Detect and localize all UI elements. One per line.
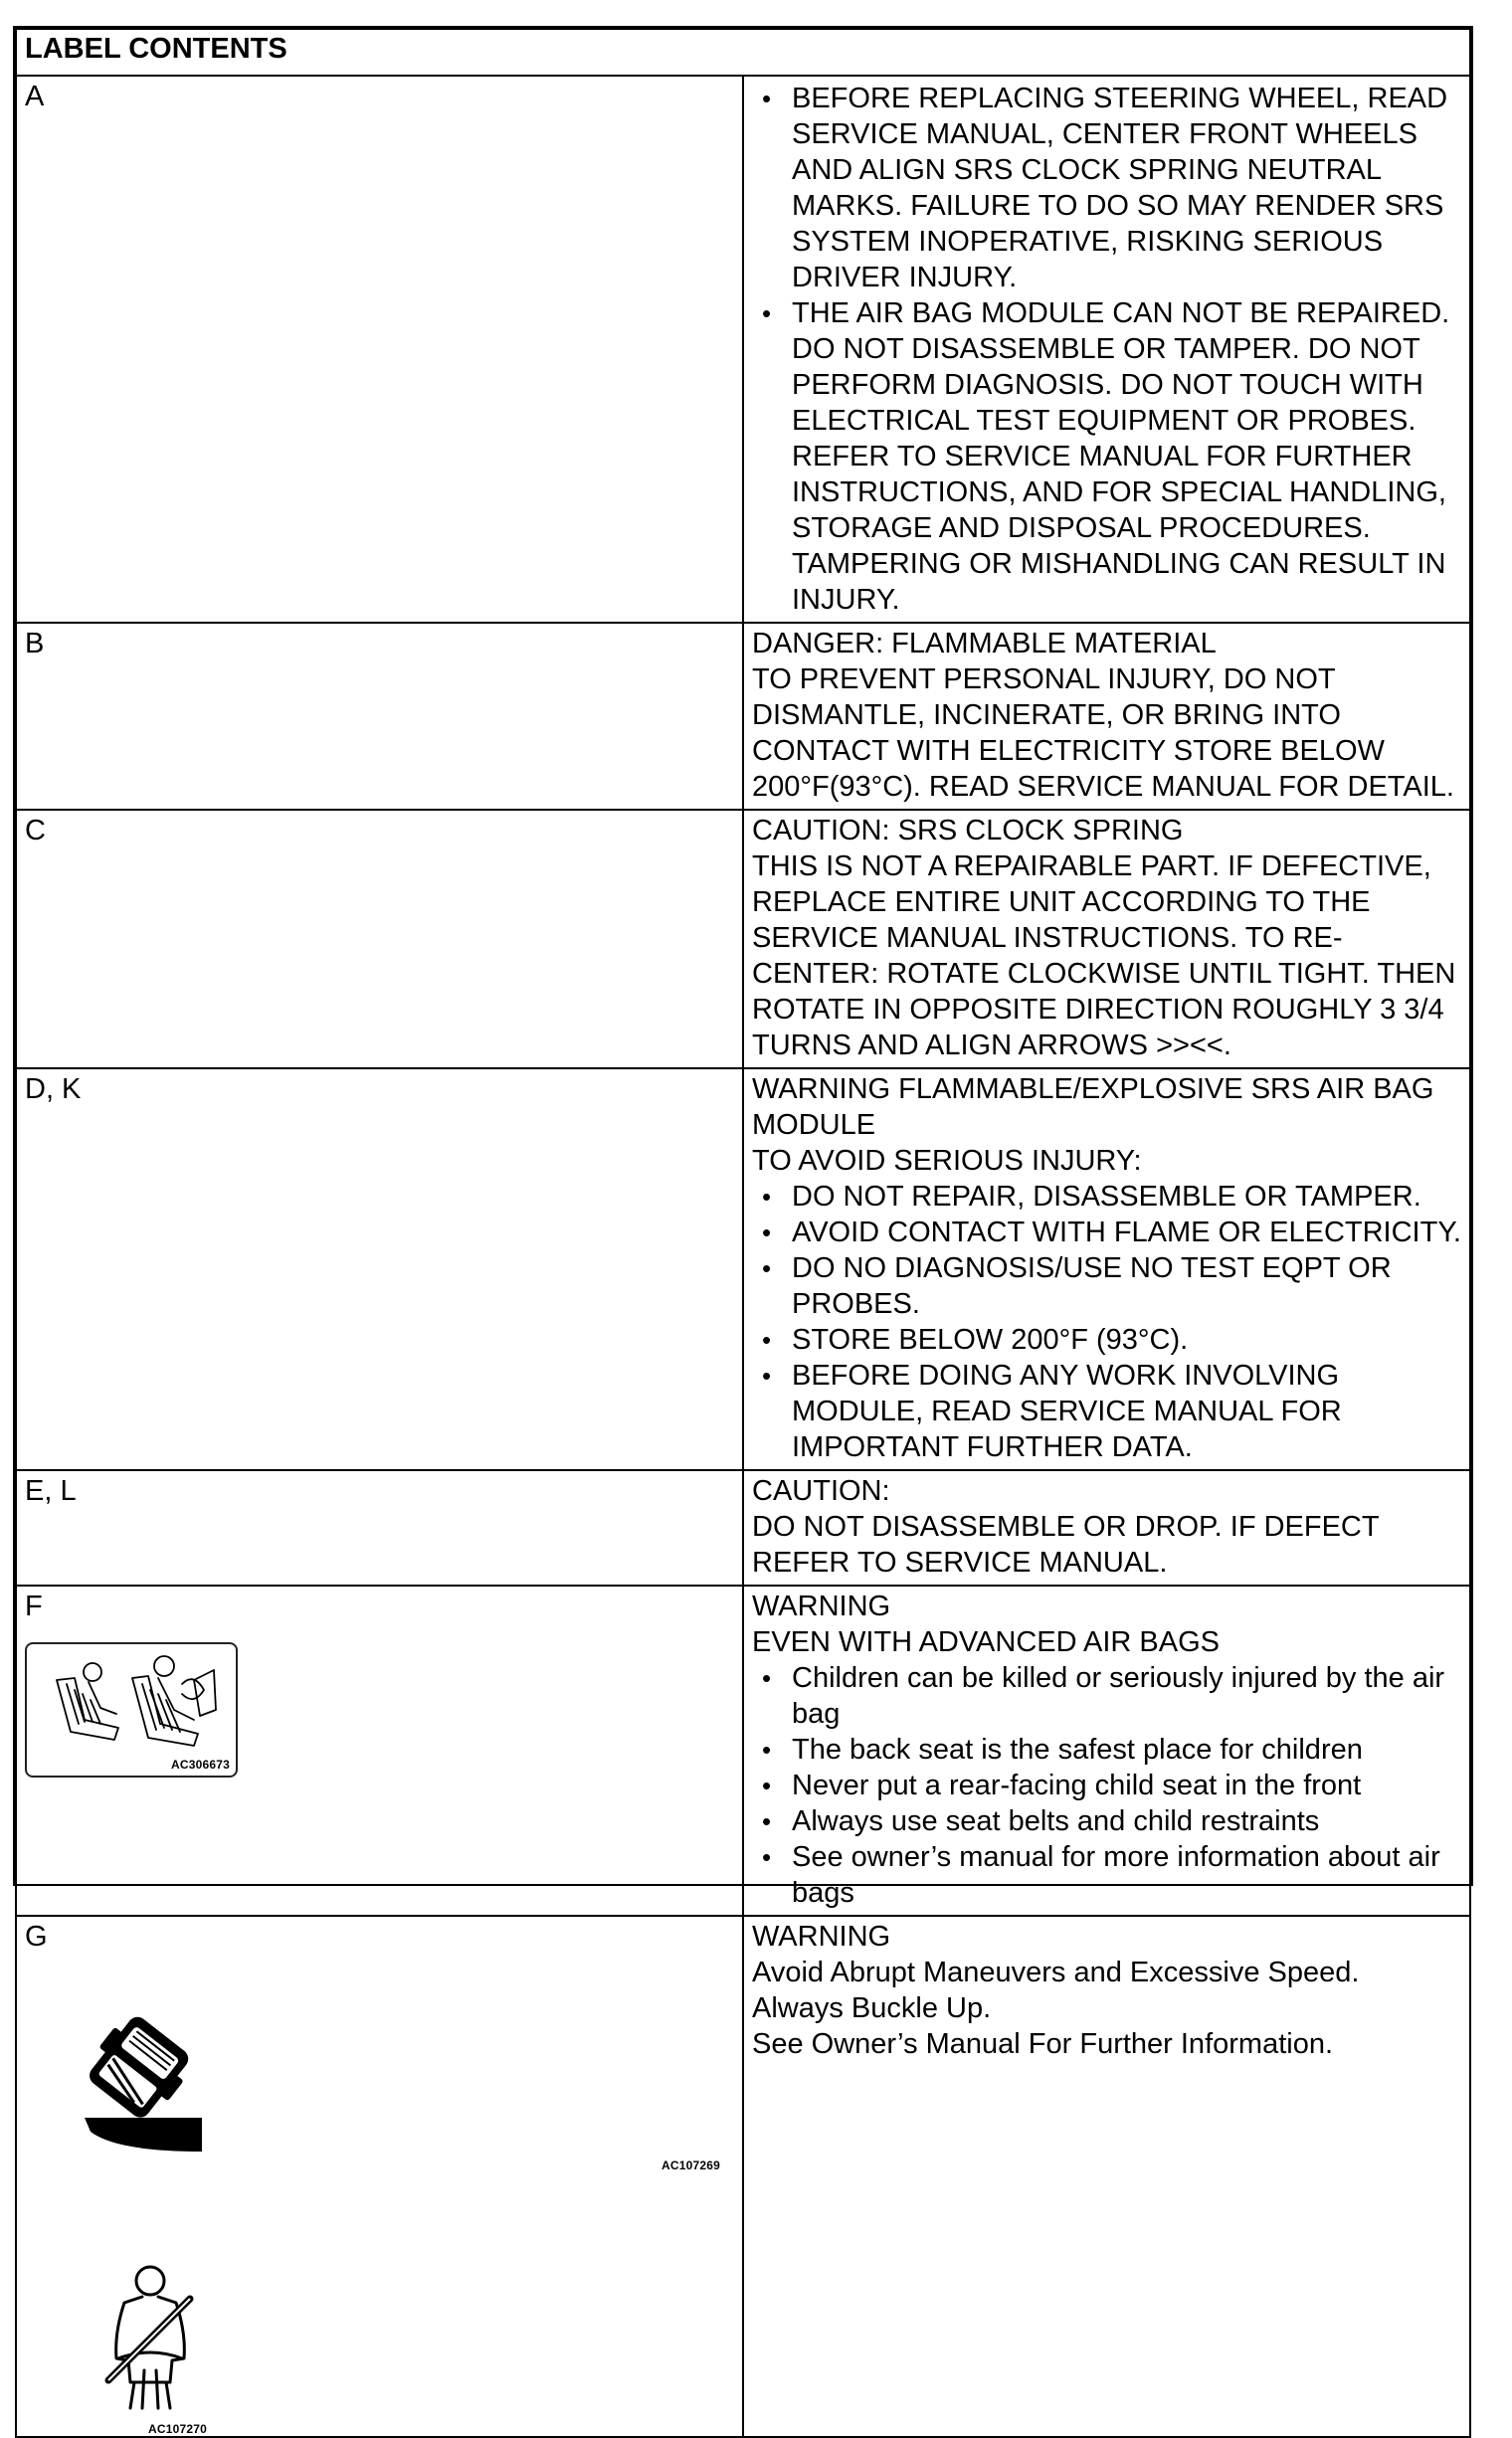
row-contents xyxy=(743,810,1470,1068)
list-item: • See owner’s manual for more information about air bags xyxy=(792,1839,1461,1911)
table-row-g xyxy=(16,1916,1470,2437)
label-heading: CAUTION: SRS CLOCK SPRING xyxy=(752,815,1184,846)
image-caption: AC107270 xyxy=(148,2422,207,2436)
label-heading: CAUTION: xyxy=(752,1475,890,1507)
table-header-row xyxy=(16,29,1470,76)
label-heading: WARNING xyxy=(752,1921,891,1953)
list-item: • The back seat is the safest place for children xyxy=(792,1732,1461,1768)
list-item: • DO NOT REPAIR, DISASSEMBLE OR TAMPER. xyxy=(792,1179,1461,1215)
rollover-icon xyxy=(77,2010,206,2159)
row-label-cell xyxy=(16,1916,743,2437)
label-contents-table xyxy=(15,28,1471,2438)
row-label: F xyxy=(25,1591,43,1622)
seatbelt-icon xyxy=(94,2263,204,2412)
label-text: TO PREVENT PERSONAL INJURY, DO NOT DISMANTLE, INCINERATE, OR BRING INTO CONTACT WITH ELECTRICITY STORE BELOW 200°F(93°C). READ SERVICE MANUAL FOR DETAIL. xyxy=(752,663,1454,803)
row-label: B xyxy=(16,623,743,810)
list-item: • BEFORE DOING ANY WORK INVOLVING MODULE, READ SERVICE MANUAL FOR IMPORTANT FURTHER DATA. xyxy=(792,1358,1461,1465)
label-text: Always Buckle Up. xyxy=(752,1992,992,2024)
child-seat-warning-image xyxy=(25,1642,238,1778)
row-label: A xyxy=(16,76,743,623)
row-contents xyxy=(743,1916,1470,2437)
label-heading: WARNING xyxy=(752,1591,891,1622)
row-contents xyxy=(743,1470,1470,1586)
table-header: LABEL CONTENTS xyxy=(16,29,1470,76)
table-row-el xyxy=(16,1470,1470,1586)
list-item: • Never put a rear-facing child seat in the front xyxy=(792,1768,1461,1803)
row-label: D, K xyxy=(16,1068,743,1470)
bullet-list xyxy=(752,1179,1461,1465)
label-heading: DANGER: FLAMMABLE MATERIAL xyxy=(752,628,1217,659)
label-text: EVEN WITH ADVANCED AIR BAGS xyxy=(752,1626,1221,1658)
bullet-list xyxy=(752,1660,1461,1911)
label-text: TO AVOID SERIOUS INJURY: xyxy=(752,1145,1142,1177)
rollover-and-seatbelt-images xyxy=(25,1955,734,2436)
list-item: • AVOID CONTACT WITH FLAME OR ELECTRICITY. xyxy=(792,1215,1461,1250)
row-label: E, L xyxy=(16,1470,743,1586)
row-label: G xyxy=(25,1921,48,1953)
table-row-f xyxy=(16,1586,1470,1916)
list-item: • BEFORE REPLACING STEERING WHEEL, READ SERVICE MANUAL, CENTER FRONT WHEELS AND ALIGN SRS CLOCK SPRING NEUTRAL MARKS. FAILURE TO DO SO MAY RENDER SRS SYSTEM INOPERATIVE, RISKING SERIOUS DRIVER INJURY. xyxy=(792,81,1461,295)
label-contents-sheet xyxy=(13,26,1473,2436)
row-label: C xyxy=(16,810,743,1068)
table-row-c xyxy=(16,810,1470,1068)
child-seat-icon xyxy=(45,1650,220,1754)
label-text: See Owner’s Manual For Further Information. xyxy=(752,2028,1334,2060)
table-row-dk xyxy=(16,1068,1470,1470)
list-item: • DO NO DIAGNOSIS/USE NO TEST EQPT OR PROBES. xyxy=(792,1250,1461,1322)
row-contents xyxy=(743,76,1470,623)
label-text: Avoid Abrupt Maneuvers and Excessive Speed. xyxy=(752,1957,1360,1988)
row-label-cell xyxy=(16,1586,743,1916)
row-contents xyxy=(743,1586,1470,1916)
table-row-a xyxy=(16,76,1470,623)
table-row-b xyxy=(16,623,1470,810)
list-item: • THE AIR BAG MODULE CAN NOT BE REPAIRED. DO NOT DISASSEMBLE OR TAMPER. DO NOT PERFORM DIAGNOSIS. DO NOT TOUCH WITH ELECTRICAL TEST EQUIPMENT OR PROBES. REFER TO SERVICE MANUAL FOR FURTHER INSTRUCTIONS, AND FOR SPECIAL HANDLING, STORAGE AND DISPOSAL PROCEDURES. TAMPERING OR MISHANDLING CAN RESULT IN INJURY. xyxy=(792,295,1461,618)
label-text: THIS IS NOT A REPAIRABLE PART. IF DEFECTIVE, REPLACE ENTIRE UNIT ACCORDING TO THE SERVICE MANUAL INSTRUCTIONS. TO RE-CENTER: ROTATE CLOCKWISE UNTIL TIGHT. THEN ROTATE IN OPPOSITE DIRECTION ROUGHLY 3 3/4 TURNS AND ALIGN ARROWS >><<. xyxy=(752,850,1456,1061)
row-contents xyxy=(743,1068,1470,1470)
row-contents xyxy=(743,623,1470,810)
label-text: DO NOT DISASSEMBLE OR DROP. IF DEFECT REFER TO SERVICE MANUAL. xyxy=(752,1511,1380,1579)
label-heading: WARNING FLAMMABLE/EXPLOSIVE SRS AIR BAG MODULE xyxy=(752,1073,1434,1141)
list-item: • Always use seat belts and child restraints xyxy=(792,1803,1461,1839)
image-caption: AC306673 xyxy=(171,1758,230,1772)
list-item: • Children can be killed or seriously injured by the air bag xyxy=(792,1660,1461,1732)
image-caption: AC107269 xyxy=(662,2158,720,2172)
list-item: • STORE BELOW 200°F (93°C). xyxy=(792,1322,1461,1358)
bullet-list xyxy=(752,81,1461,618)
